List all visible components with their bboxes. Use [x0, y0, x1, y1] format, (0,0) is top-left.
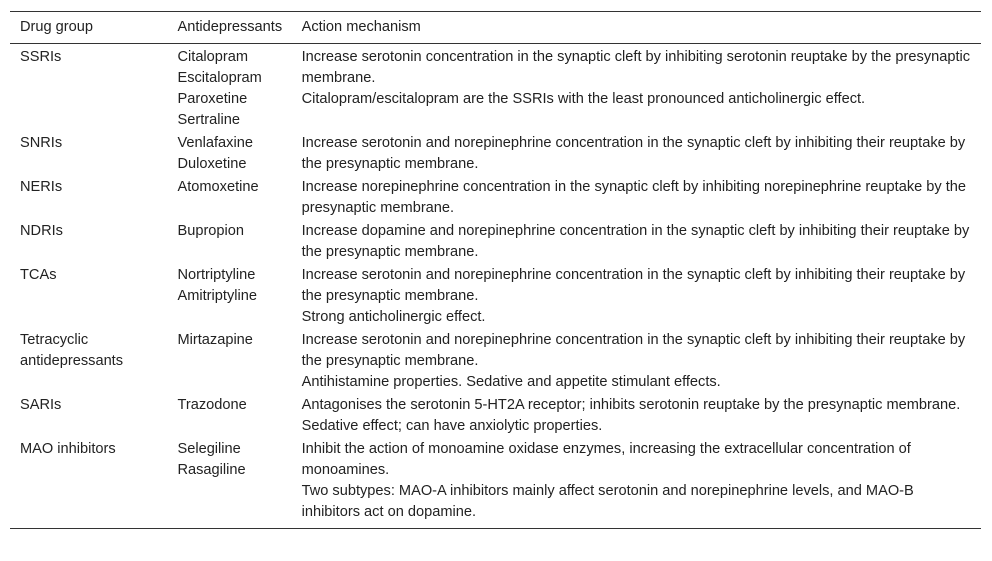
- antidepressant-name: Duloxetine: [177, 156, 247, 172]
- cell-antidepressants: [167, 44, 291, 133]
- cell-drug-group: SNRIs: [20, 135, 63, 151]
- mechanism-text: Antihistamine properties. Sedative and appetite stimulant effects.: [301, 374, 721, 390]
- header-antidepressants: Antidepressants: [177, 19, 283, 35]
- cell-drug-group: NERIs: [20, 179, 63, 195]
- table-header: [10, 12, 981, 44]
- cell-drug-group: NDRIs: [20, 223, 63, 239]
- header-row: [10, 12, 981, 44]
- cell-drug-group: Tetracyclic antidepressants: [20, 332, 124, 369]
- mechanism-text: Citalopram/escitalopram are the SSRIs with the least pronounced anticholinergic effect.: [301, 91, 866, 107]
- antidepressant-table-container: [10, 11, 981, 529]
- antidepressant-name: Nortriptyline: [177, 267, 256, 283]
- table-row: [10, 176, 981, 220]
- mechanism-text: Inhibit the action of monoamine oxidase enzymes, increasing the extracellular concentration of monoamines.: [301, 441, 911, 478]
- antidepressant-name: Mirtazapine: [177, 332, 253, 348]
- cell-antidepressants: [167, 176, 291, 220]
- cell-antidepressants: [167, 394, 291, 438]
- antidepressant-name: Venlafaxine: [177, 135, 253, 151]
- cell-antidepressants: [167, 132, 291, 176]
- cell-action-mechanism: [292, 394, 981, 438]
- cell-drug-group: MAO inhibitors: [20, 441, 116, 457]
- cell-action-mechanism: [292, 44, 981, 133]
- cell-drug-group: TCAs: [20, 267, 57, 283]
- cell-action-mechanism: [292, 132, 981, 176]
- table-row: [10, 329, 981, 394]
- cell-antidepressants: [167, 264, 291, 329]
- antidepressant-name: Bupropion: [177, 223, 245, 239]
- antidepressant-name: Atomoxetine: [177, 179, 259, 195]
- mechanism-text: Increase serotonin and norepinephrine concentration in the synaptic cleft by inhibiting their reuptake by the presynaptic membrane.: [301, 332, 966, 369]
- antidepressant-name: Escitalopram: [177, 70, 262, 86]
- antidepressant-name: Paroxetine: [177, 91, 248, 107]
- header-drug-group: Drug group: [20, 19, 94, 35]
- mechanism-text: Increase serotonin and norepinephrine concentration in the synaptic cleft by inhibiting their reuptake by the presynaptic membrane.: [301, 135, 966, 172]
- table-row: [10, 132, 981, 176]
- cell-antidepressants: [167, 438, 291, 529]
- cell-drug-group: SSRIs: [20, 49, 62, 65]
- cell-antidepressants: [167, 220, 291, 264]
- mechanism-text: Antagonises the serotonin 5-HT2A receptor; inhibits serotonin reuptake by the presynaptic membrane.: [301, 397, 961, 413]
- antidepressant-name: Amitriptyline: [177, 288, 257, 304]
- mechanism-text: Increase serotonin and norepinephrine concentration in the synaptic cleft by inhibiting their reuptake by the presynaptic membrane.: [301, 267, 966, 304]
- header-action-mechanism: Action mechanism: [301, 19, 421, 35]
- mechanism-text: Strong anticholinergic effect.: [301, 309, 486, 325]
- cell-action-mechanism: [292, 264, 981, 329]
- cell-drug-group: SARIs: [20, 397, 62, 413]
- mechanism-text: Increase serotonin concentration in the synaptic cleft by inhibiting serotonin reuptake by the presynaptic membrane.: [301, 49, 971, 86]
- antidepressant-name: Sertraline: [177, 112, 240, 128]
- table-row: [10, 220, 981, 264]
- antidepressant-name: Trazodone: [177, 397, 247, 413]
- table-row: [10, 394, 981, 438]
- mechanism-text: Increase dopamine and norepinephrine concentration in the synaptic cleft by inhibiting their reuptake by the presynaptic membrane.: [301, 223, 970, 260]
- table-row: [10, 44, 981, 133]
- mechanism-text: Sedative effect; can have anxiolytic properties.: [301, 418, 603, 434]
- cell-antidepressants: [167, 329, 291, 394]
- cell-action-mechanism: [292, 329, 981, 394]
- cell-action-mechanism: [292, 176, 981, 220]
- table-body: [10, 44, 981, 529]
- antidepressant-name: Selegiline: [177, 441, 241, 457]
- mechanism-text: Two subtypes: MAO-A inhibitors mainly affect serotonin and norepinephrine levels, and MAO-B inhibitors act on dopamine.: [301, 483, 914, 520]
- table-row: [10, 438, 981, 529]
- antidepressant-name: Citalopram: [177, 49, 249, 65]
- cell-action-mechanism: [292, 220, 981, 264]
- cell-action-mechanism: [292, 438, 981, 529]
- antidepressant-name: Rasagiline: [177, 462, 246, 478]
- table-row: [10, 264, 981, 329]
- mechanism-text: Increase norepinephrine concentration in the synaptic cleft by inhibiting norepinephrine reuptake by the presynaptic membrane.: [301, 179, 967, 216]
- antidepressant-table: [10, 11, 981, 529]
